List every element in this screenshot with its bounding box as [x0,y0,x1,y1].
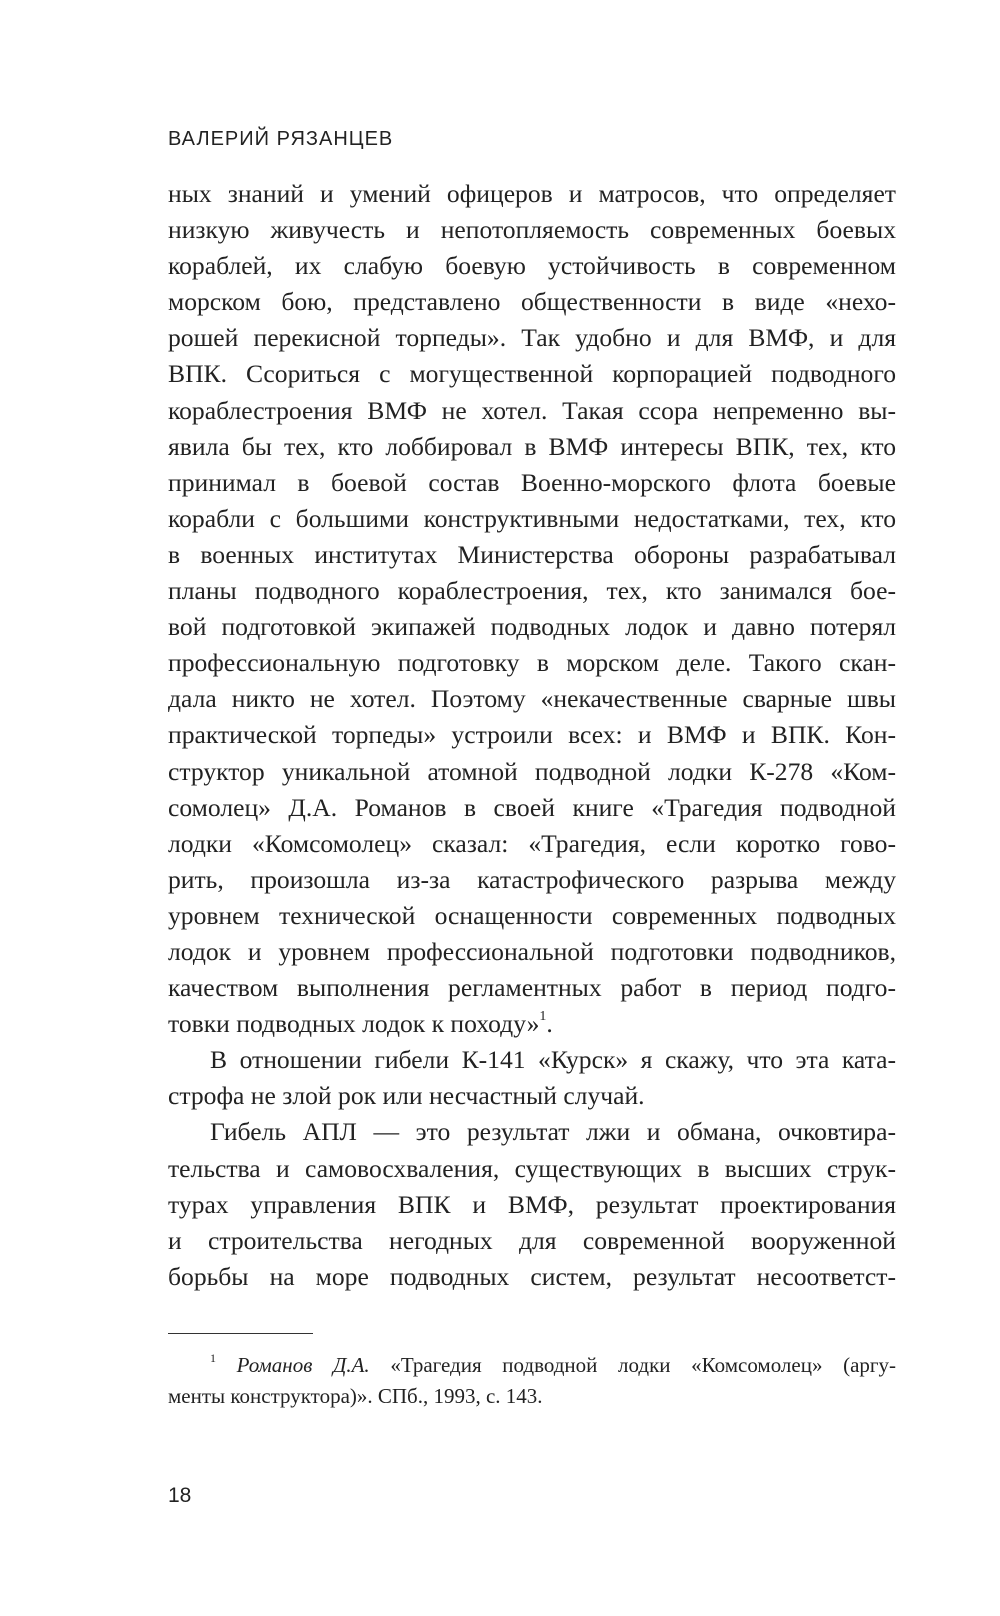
footnote-marker: 1 [210,1351,216,1365]
text-line: тельства и самовосхваления, существующих в высших струк- [168,1153,896,1183]
text-line: уровнем технической оснащенности современных подводных [168,900,896,930]
footnote-divider [168,1333,313,1334]
text-line: лодки «Комсомолец» сказал: «Трагедия, если коротко гово- [168,828,896,858]
text-line: планы подводного кораблестроения, тех, кто занимался бое- [168,576,896,606]
footnote-line: менты конструктора)». СПб., 1993, с. 143. [168,1384,543,1408]
text-line: структор уникальной атомной подводной лодки К-278 «Ком- [168,756,896,786]
text-line: кораблестроения ВМФ не хотел. Такая ссора непременно вы- [168,395,896,425]
text-line: сомолец» Д.А. Романов в своей книге «Трагедия подводной [168,792,896,822]
text-line: морском бою, представлено общественности в виде «нехо- [168,287,896,317]
text-line: в военных институтах Министерства обороны разрабатывал [168,539,896,569]
text-line: рить, произошла из-за катастрофического разрыва между [168,864,896,894]
text-line: товки подводных лодок к походу» [168,1009,540,1039]
text-line: дала никто не хотел. Поэтому «некачественные сварные швы [168,684,896,714]
footnote-author: Романов Д.А. [236,1353,370,1377]
running-head-author: ВАЛЕРИЙ РЯЗАНЦЕВ [168,128,394,150]
text-line: ВПК. Ссориться с могущественной корпорацией подводного [168,359,896,389]
text-line: корабли с большими конструктивными недостатками, тех, кто [168,503,896,533]
text-line: ных знаний и умений офицеров и матросов, что определяет [168,179,896,208]
text-line: лодок и уровнем профессиональной подготовки подводников, [168,936,896,966]
footnote-reference[interactable]: 1 [539,1009,547,1025]
text-line-with-footnote [168,1006,896,1042]
line-end-punctuation: . [546,1009,553,1039]
main-text [168,176,896,1295]
text-line: и строительства негодных для современной вооруженной [168,1225,896,1255]
text-line: турах управления ВПК и ВМФ, результат проектирования [168,1189,896,1219]
paragraph-first-line: В отношении гибели К-141 «Курск» я скажу, что эта ката- [210,1045,896,1075]
text-line: кораблей, их слабую боевую устойчивость в современном [168,251,896,281]
text-line: практической торпеды» устроили всех: и ВМФ и ВПК. Кон- [168,720,896,750]
paragraph-first-line: Гибель АПЛ — это результат лжи и обмана, очковтира- [210,1117,896,1147]
text-line: профессиональную подготовку в морском деле. Такого скан- [168,648,896,678]
text-line: рошей перекисной торпеды». Так удобно и для ВМФ, и для [168,323,896,353]
footnote [168,1350,896,1412]
text-line: низкую живучесть и непотопляемость современных боевых [168,215,896,245]
footnote-title: «Трагедия подводной лодки «Комсомолец» (аргу- [390,1353,897,1377]
footnote-line [168,1350,896,1381]
text-line: вой подготовкой экипажей подводных лодок и давно потерял [168,612,896,642]
text-line: явила бы тех, кто лоббировал в ВМФ интересы ВПК, тех, кто [168,431,896,461]
text-line: борьбы на море подводных систем, результат несоответст- [168,1261,896,1291]
text-line: качеством выполнения регламентных работ в период подго- [168,973,896,1003]
page-number: 18 [168,1484,192,1507]
text-line: принимал в боевой состав Военно-морского флота боевые [168,467,896,497]
text-line: строфа не злой рок или несчастный случай. [168,1081,645,1111]
